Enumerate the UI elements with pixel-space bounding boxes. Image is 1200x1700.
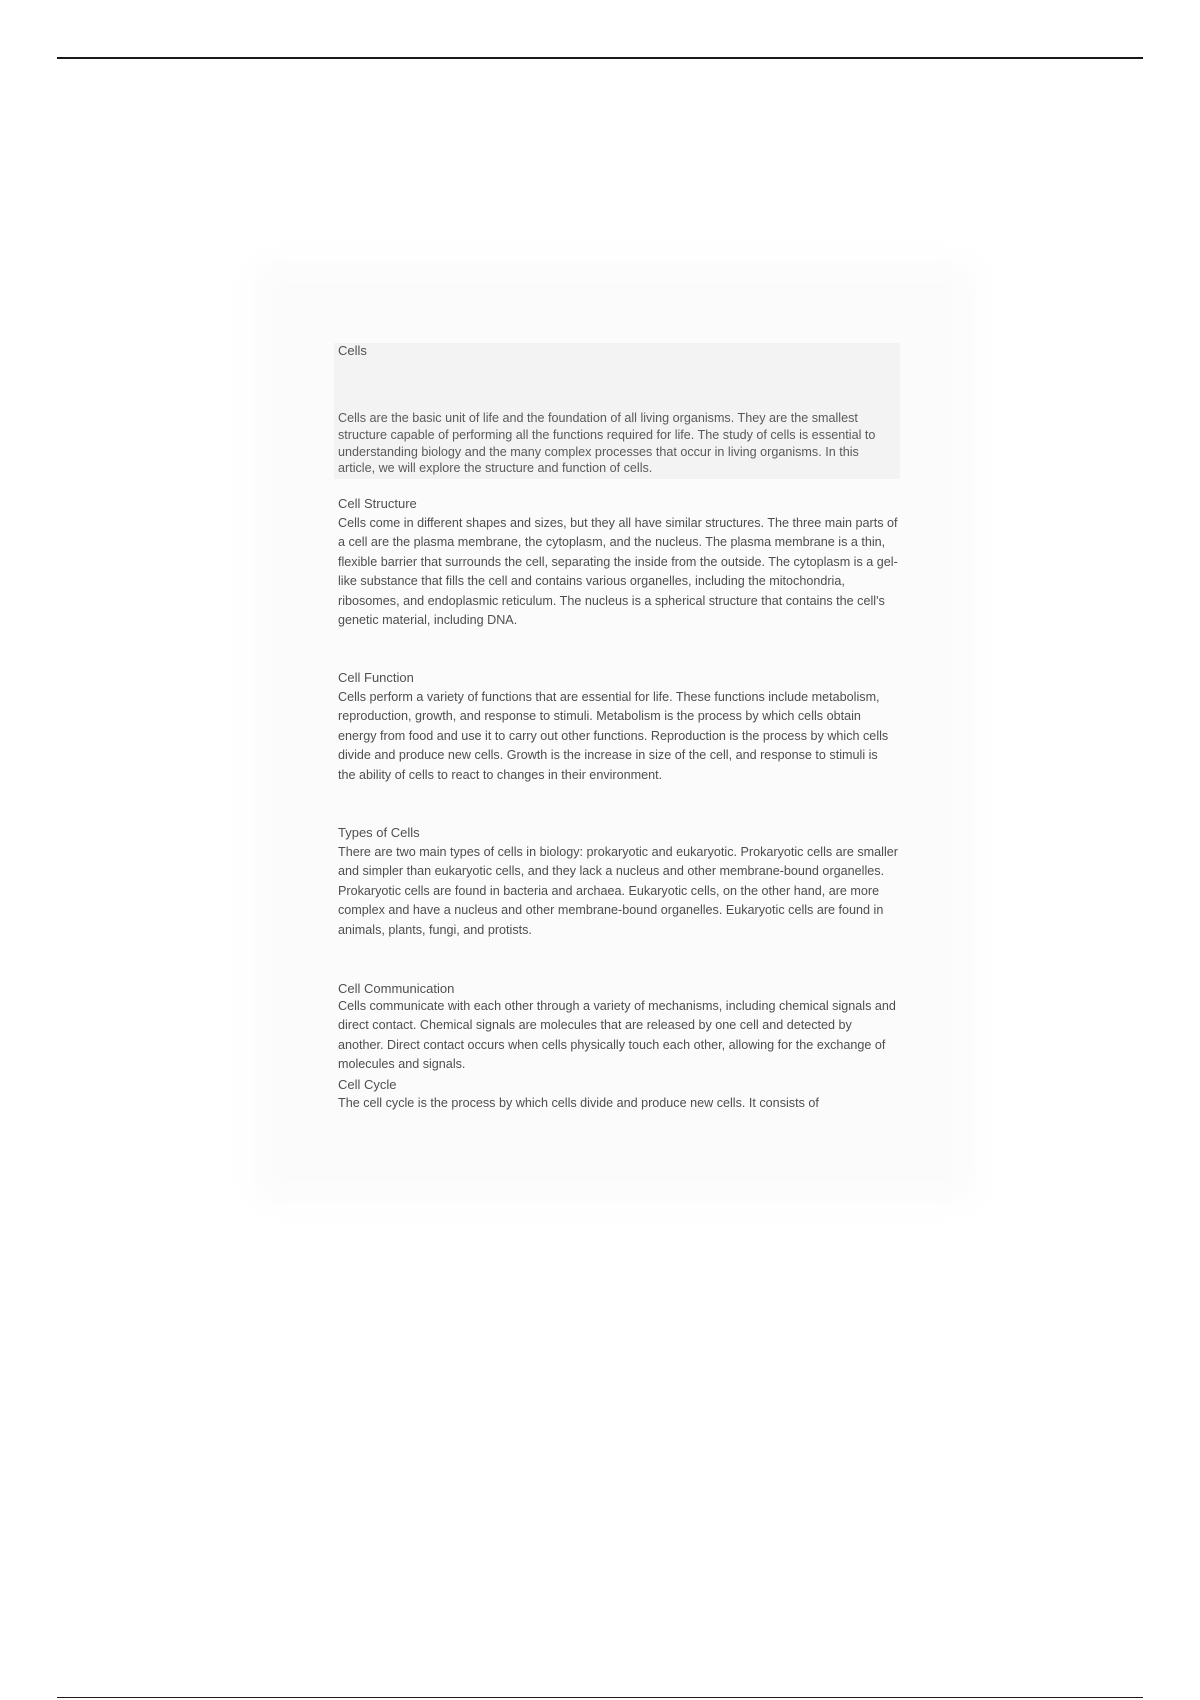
document-title: Cells [338, 343, 367, 358]
section-body-types-of-cells: There are two main types of cells in biology: prokaryotic and eukaryotic. Prokaryotic cells are smaller and simpler than eukaryotic cells, and they lack a nucleus and other membrane-bound organelles. Prokaryotic cells are found in bacteria and archaea. Eukaryotic cells, on the other hand, are more complex and have a nucleus and other membrane-bound organelles. Eukaryotic cells are found in animals, plants, fungi, and protists. [338, 845, 898, 937]
top-rule [57, 57, 1143, 59]
section-heading-types-of-cells: Types of Cells [338, 825, 420, 840]
intro-paragraph: Cells are the basic unit of life and the foundation of all living organisms. They are the smallest structure capable of performing all the functions required for life. The study of cells is essential to understanding biology and the many complex processes that occur in living organisms. In this article, we will explore the structure and function of cells. [338, 411, 876, 476]
section-heading-cell-function: Cell Function [338, 670, 414, 685]
section-body-cell-cycle: The cell cycle is the process by which cells divide and produce new cells. It consists of [338, 1096, 819, 1110]
section-heading-cell-communication: Cell Communication [338, 981, 455, 996]
section-body-cell-structure: Cells come in different shapes and sizes, but they all have similar structures. The three main parts of a cell are the plasma membrane, the cytoplasm, and the nucleus. The plasma membrane is a thin, flexible barrier that surrounds the cell, separating the inside from the outside. The cytoplasm is a gel-like substance that fills the cell and contains various organelles, including the mitochondria, ribosomes, and endoplasmic reticulum. The nucleus is a spherical structure that contains the cell's genetic material, including DNA. [338, 516, 898, 628]
section-body-cell-function: Cells perform a variety of functions that are essential for life. These functions include metabolism, reproduction, growth, and response to stimuli. Metabolism is the process by which cells obtain energy from food and use it to carry out other functions. Reproduction is the process by which cells divide and produce new cells. Growth is the increase in size of the cell, and response to stimuli is the ability of cells to react to changes in their environment. [338, 690, 889, 782]
section-heading-cell-structure: Cell Structure [338, 496, 417, 511]
section-heading-cell-cycle: Cell Cycle [338, 1077, 397, 1092]
section-body-cell-communication: Cells communicate with each other through a variety of mechanisms, including chemical signals and direct contact. Chemical signals are molecules that are released by one cell and detected by another. Direct contact occurs when cells physically touch each other, allowing for the exchange of molecules and signals. [338, 999, 896, 1072]
bottom-rule [57, 1697, 1143, 1698]
